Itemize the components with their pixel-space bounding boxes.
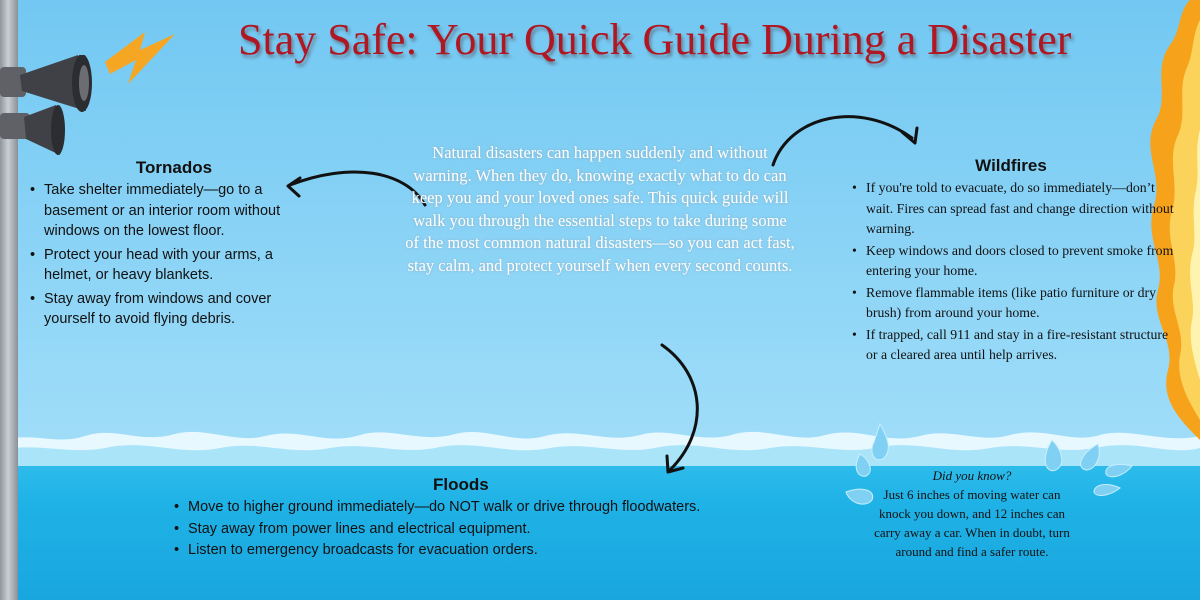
floods-heading: Floods bbox=[433, 475, 489, 494]
tornados-section bbox=[24, 158, 324, 333]
page-title: Stay Safe: Your Quick Guide During a Disaster bbox=[238, 15, 1072, 64]
list-item: • Protect your head with your arms, a helmet, or heavy blankets. bbox=[44, 245, 324, 286]
floods-section bbox=[168, 475, 768, 562]
list-item: • Take shelter immediately—go to a basement or an interior room without windows on the lowest floor. bbox=[44, 180, 324, 242]
wildfires-heading: Wildfires bbox=[975, 156, 1047, 175]
wildfires-section bbox=[846, 156, 1176, 367]
wildfires-list bbox=[846, 178, 1176, 366]
list-item: • Keep windows and doors closed to prevent smoke from entering your home. bbox=[866, 241, 1176, 282]
intro-paragraph: Natural disasters can happen suddenly and without warning. When they do, knowing exactly what to do can keep you and your loved ones safe. This quick guide will walk you through the essential steps to take during some of the most common natural disasters—so you can act fast, stay calm, and protect yourself when every second counts. bbox=[405, 143, 795, 275]
did-you-know-title: Did you know? bbox=[932, 468, 1012, 483]
lightning-bolt-icon bbox=[100, 22, 180, 92]
list-item: • Stay away from power lines and electrical equipment. bbox=[188, 519, 768, 541]
list-item: • If trapped, call 911 and stay in a fire-resistant structure or a cleared area until help arrives. bbox=[866, 325, 1176, 366]
list-item: • Stay away from windows and cover yourself to avoid flying debris. bbox=[44, 289, 324, 330]
list-item: • If you're told to evacuate, do so immediately—don’t wait. Fires can spread fast and change direction without warning. bbox=[866, 178, 1176, 240]
list-item: • Listen to emergency broadcasts for evacuation orders. bbox=[188, 540, 768, 562]
list-item: • Remove flammable items (like patio furniture or dry brush) from around your home. bbox=[866, 283, 1176, 324]
tornados-list bbox=[24, 180, 324, 330]
floods-list bbox=[168, 497, 768, 562]
did-you-know-body: Just 6 inches of moving water can knock you down, and 12 inches can carry away a car. When in doubt, turn around and find a safer route. bbox=[874, 487, 1070, 559]
tornados-heading: Tornados bbox=[135, 158, 213, 177]
list-item: • Move to higher ground immediately—do NOT walk or drive through floodwaters. bbox=[188, 497, 768, 519]
did-you-know-callout bbox=[872, 466, 1072, 561]
